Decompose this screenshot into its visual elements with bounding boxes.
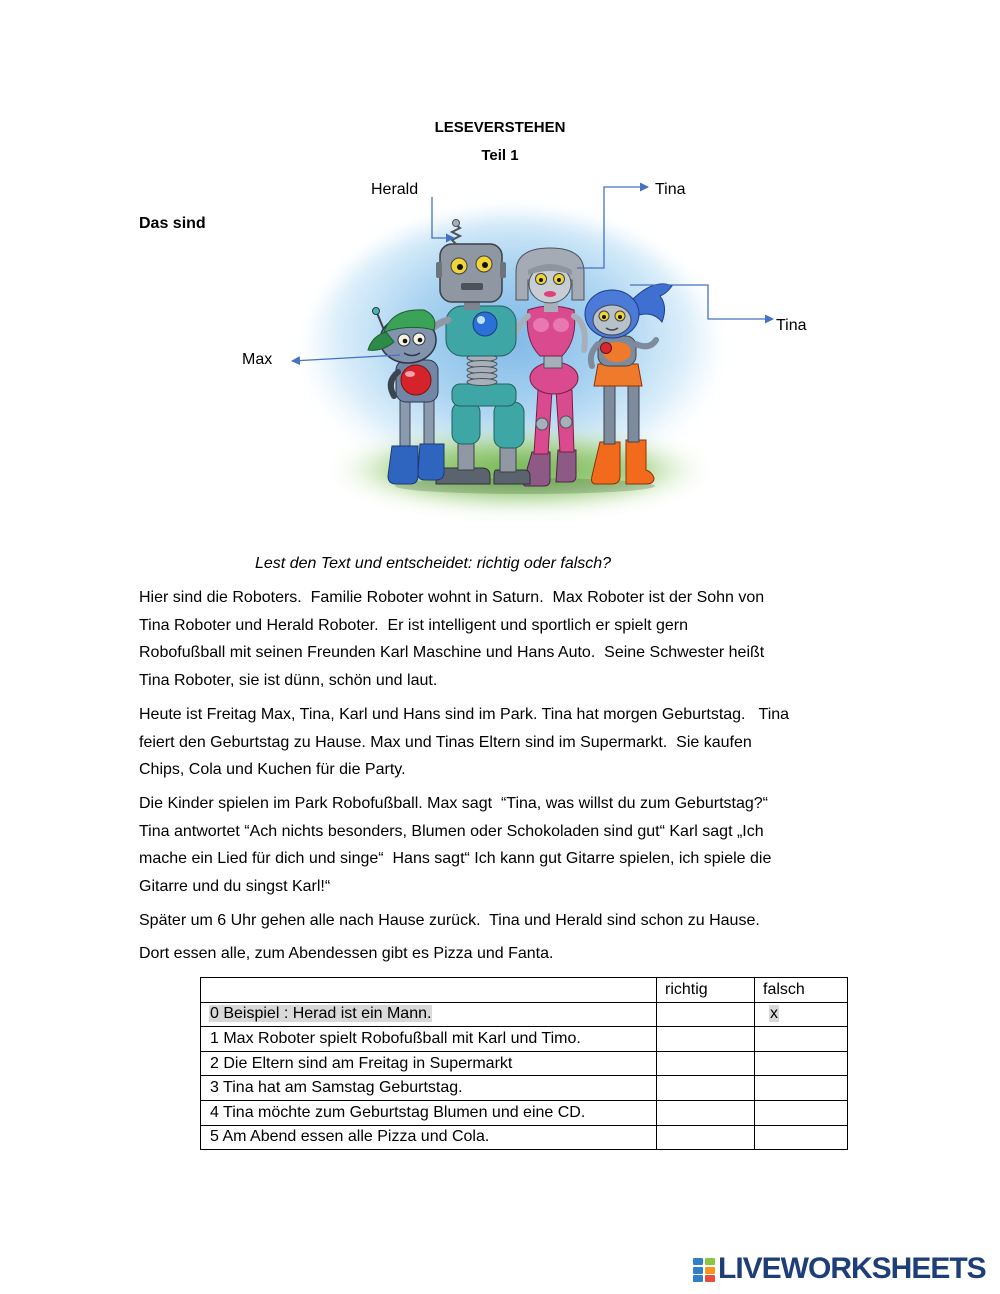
text-line: Gitarre und du singst Karl!“ bbox=[139, 877, 331, 895]
falsch-answer-cell[interactable] bbox=[755, 1125, 848, 1150]
text-line: Hier sind die Roboters. Familie Roboter wohnt in Saturn. Max Roboter ist der Sohn von bbox=[139, 589, 765, 606]
header-richtig: richtig bbox=[657, 978, 755, 1003]
statement-text: 0 Beispiel : Herad ist ein Mann. bbox=[210, 1005, 432, 1023]
paragraph-3 bbox=[139, 790, 771, 900]
text-line: feiert den Geburtstag zu Hause. Max und Tinas Eltern sind im Supermarkt. Sie kaufen bbox=[139, 733, 752, 751]
answer-mark: x bbox=[770, 1005, 778, 1023]
richtig-answer-cell[interactable] bbox=[657, 1076, 755, 1101]
text-line: Tina Roboter und Herald Roboter. Er ist intelligent und sportlich er spielt gern bbox=[139, 616, 689, 634]
richtig-answer-cell[interactable] bbox=[657, 1125, 755, 1150]
text-line: Tina Roboter, sie ist dünn, schön und laut. bbox=[139, 671, 438, 689]
richtig-answer-cell bbox=[657, 1002, 755, 1027]
falsch-answer-cell bbox=[755, 1002, 848, 1027]
text-line: Heute ist Freitag Max, Tina, Karl und Hans sind im Park. Tina hat morgen Geburtstag. Tina bbox=[139, 706, 790, 723]
falsch-answer-cell[interactable] bbox=[755, 1051, 848, 1076]
page-subtitle: Teil 1 bbox=[481, 147, 519, 164]
falsch-answer-cell[interactable] bbox=[755, 1076, 848, 1101]
liveworksheets-icon bbox=[693, 1258, 715, 1282]
statement-cell bbox=[201, 1002, 657, 1027]
table-row bbox=[201, 1027, 848, 1052]
text-line: Chips, Cola und Kuchen für die Party. bbox=[139, 761, 406, 779]
richtig-answer-cell[interactable] bbox=[657, 1051, 755, 1076]
robot-family-illustration bbox=[280, 180, 790, 520]
instruction: Lest den Text und entscheidet: richtig oder falsch? bbox=[255, 555, 612, 572]
text-line: Dort essen alle, zum Abendessen gibt es Pizza und Fanta. bbox=[139, 945, 554, 962]
label-max: Max bbox=[242, 351, 273, 368]
label-herald: Herald bbox=[371, 181, 419, 198]
text-line: Tina antwortet “Ach nichts besonders, Blumen oder Schokoladen sind gut“ Karl sagt „Ich bbox=[139, 822, 764, 840]
label-tina-right: Tina bbox=[776, 317, 807, 334]
statement-cell: 4 Tina möchte zum Geburtstag Blumen und eine CD. bbox=[201, 1100, 657, 1125]
statement-cell: 3 Tina hat am Samstag Geburtstag. bbox=[201, 1076, 657, 1101]
logo-text: LIVEWORKSHEETS bbox=[718, 1252, 986, 1285]
header-falsch: falsch bbox=[755, 978, 848, 1003]
statement-cell: 5 Am Abend essen alle Pizza und Cola. bbox=[201, 1125, 657, 1150]
paragraph-5 bbox=[139, 940, 553, 968]
richtig-answer-cell[interactable] bbox=[657, 1100, 755, 1125]
statement-cell: 1 Max Roboter spielt Robofußball mit Karl und Timo. bbox=[201, 1027, 657, 1052]
label-tina-top: Tina bbox=[655, 181, 686, 198]
paragraph-1 bbox=[139, 584, 764, 694]
header-statement-cell bbox=[201, 978, 657, 1003]
answer-table bbox=[200, 977, 848, 1150]
table-header-row bbox=[201, 978, 848, 1003]
falsch-answer-cell[interactable] bbox=[755, 1100, 848, 1125]
text-line: Später um 6 Uhr gehen alle nach Hause zurück. Tina und Herald sind schon zu Hause. bbox=[139, 912, 760, 929]
richtig-answer-cell[interactable] bbox=[657, 1027, 755, 1052]
text-line: Die Kinder spielen im Park Robofußball. Max sagt “Tina, was willst du zum Geburtstag?“ bbox=[139, 795, 768, 812]
table-row bbox=[201, 1051, 848, 1076]
liveworksheets-logo bbox=[692, 1252, 992, 1286]
falsch-answer-cell[interactable] bbox=[755, 1027, 848, 1052]
page-title: LESEVERSTEHEN bbox=[434, 119, 566, 136]
table-row bbox=[201, 1125, 848, 1150]
statement-cell: 2 Die Eltern sind am Freitag in Supermarkt bbox=[201, 1051, 657, 1076]
paragraph-2 bbox=[139, 701, 789, 784]
text-line: mache ein Lied für dich und singe“ Hans sagt“ Ich kann gut Gitarre spielen, ich spiele die bbox=[139, 850, 772, 868]
table-row bbox=[201, 1100, 848, 1125]
intro-label: Das sind bbox=[139, 215, 206, 232]
text-line: Robofußball mit seinen Freunden Karl Maschine und Hans Auto. Seine Schwester heißt bbox=[139, 644, 765, 662]
table-row-example bbox=[201, 1002, 848, 1027]
table-row bbox=[201, 1076, 848, 1101]
paragraph-4 bbox=[139, 907, 760, 935]
